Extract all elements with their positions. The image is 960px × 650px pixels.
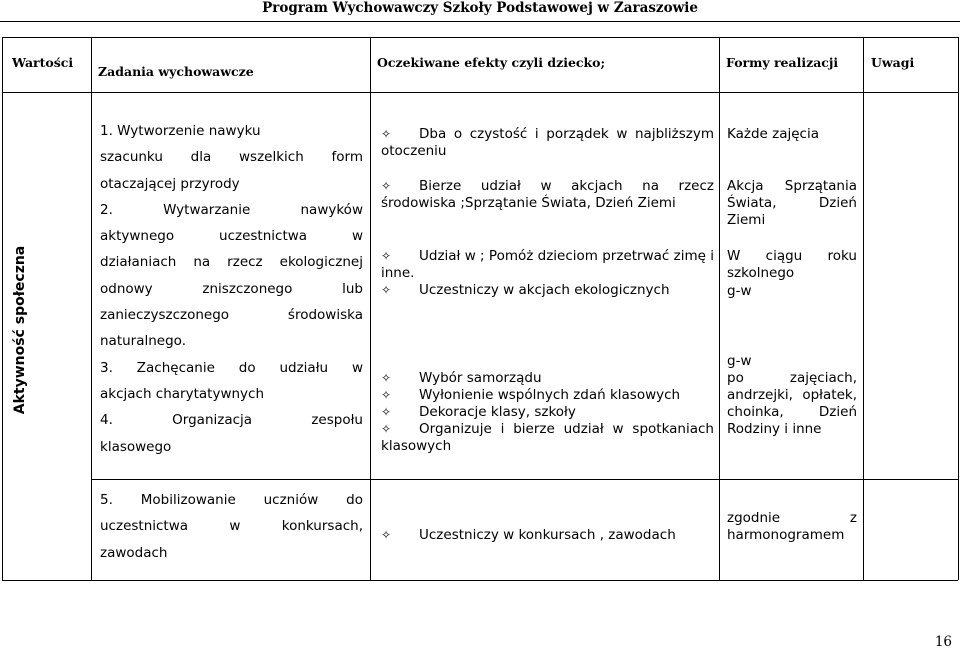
efekt-item: ✧ Dekoracje klasy, szkoły [381, 404, 576, 420]
efekt-2 [381, 178, 714, 212]
efekt-item: ✧ Organizuje i bierze udział w spotkaniach klasowych [381, 421, 714, 454]
zadanie-line: działaniach na rzecz ekologicznej [100, 254, 363, 271]
zadanie-line: 5. Mobilizowanie uczniów do [100, 492, 363, 508]
zadanie-line: akcjach charytatywnych [100, 385, 265, 402]
page-title: Program Wychowawczy Szkoły Podstawowej w Zaraszowie [262, 0, 698, 16]
bullet-icon: ✧ [381, 179, 392, 193]
zadanie-line: szacunku dla wszelkich form [100, 149, 363, 166]
efekt-item: ✧ Wybór samorządu [381, 370, 542, 386]
bullet-icon: ✧ [381, 371, 392, 385]
efekt-item: ✧ Wyłonienie wspólnych zdań klasowych [381, 387, 681, 403]
zadanie-line: klasowego [100, 438, 172, 455]
col-border-right [958, 37, 959, 580]
zadania-list [100, 118, 363, 460]
col-border-2 [370, 37, 371, 580]
bullet-icon: ✧ [381, 422, 392, 436]
bullet-icon: ✧ [381, 405, 392, 419]
col-border-3 [719, 37, 720, 580]
zadanie-line: otaczającej przyrody [100, 175, 240, 192]
efekt-5 [381, 527, 714, 544]
efekt-item: ✧ Dba o czystość i porządek w najbliższym otoczeniu [381, 126, 714, 159]
title-rule [0, 21, 960, 22]
zadanie-line: aktywnego uczestnictwa w [100, 228, 363, 245]
efekt-item: ✧ Udział w ; Pomóż dzieciom przetrwać zimę i inne. [381, 248, 714, 281]
header-uwagi: Uwagi [871, 55, 915, 70]
zadanie-line: uczestnictwa w konkursach, [100, 518, 363, 535]
header-bottom-border [2, 92, 958, 93]
zadanie-line: 2. Wytwarzanie nawyków [100, 201, 363, 218]
zadanie-line: 1. Wytworzenie nawyku [100, 123, 261, 139]
bullet-icon: ✧ [381, 528, 392, 542]
side-label [10, 220, 30, 440]
forma-2: Akcja Sprzątania Świata, Dzień Ziemi [727, 178, 857, 228]
forma-3: W ciągu roku szkolnego [727, 248, 857, 281]
header-efekty: Oczekiwane efekty czyli dziecko; [377, 55, 606, 70]
col-border-1 [91, 37, 92, 580]
bullet-icon: ✧ [381, 283, 392, 297]
efekt-1 [381, 126, 714, 160]
row-divider [91, 479, 958, 480]
zadanie-line: 4. Organizacja zespołu [100, 412, 363, 429]
forma-1: Każde zajęcia [727, 126, 820, 142]
header-wartosci: Wartości [12, 55, 74, 70]
efekt-item: ✧ Uczestniczy w akcjach ekologicznych [381, 282, 670, 298]
header-zadania: Zadania wychowawcze [98, 64, 254, 79]
header-formy: Formy realizacji [726, 55, 839, 70]
efekt-4 [381, 370, 714, 455]
zadanie-line: zawodach [100, 544, 168, 561]
efekt-item: ✧ Bierze udział w akcjach na rzecz środowiska ;Sprzątanie Świata, Dzień Ziemi [381, 178, 714, 211]
efekt-item: ✧ Uczestniczy w konkursach , zawodach [381, 527, 676, 543]
zadania-list-2 [100, 487, 363, 566]
side-label-text: Aktywność społeczna [12, 245, 28, 415]
zadanie-line: naturalnego. [100, 333, 186, 350]
bullet-icon: ✧ [381, 388, 392, 402]
bullet-icon: ✧ [381, 249, 392, 263]
zadanie-line: 3. Zachęcanie do udziału w [100, 359, 363, 376]
table-top-border [2, 37, 958, 38]
forma-7: zgodnie z harmonogramem [727, 510, 857, 543]
zadanie-line: zanieczyszczonego środowiska [100, 307, 363, 324]
forma-6: po zajęciach, andrzejki, opłatek, choinka, Dzień Rodziny i inne [727, 370, 857, 437]
col-border-left [2, 37, 3, 580]
forma-4: g-w [727, 283, 752, 299]
page-number: 16 [934, 634, 952, 650]
col-border-4 [863, 37, 864, 580]
zadanie-line: odnowy zniszczonego lub [100, 280, 363, 297]
efekt-3 [381, 248, 714, 299]
table-bottom-border [2, 580, 958, 581]
bullet-icon: ✧ [381, 127, 392, 141]
forma-5: g-w [727, 353, 752, 369]
